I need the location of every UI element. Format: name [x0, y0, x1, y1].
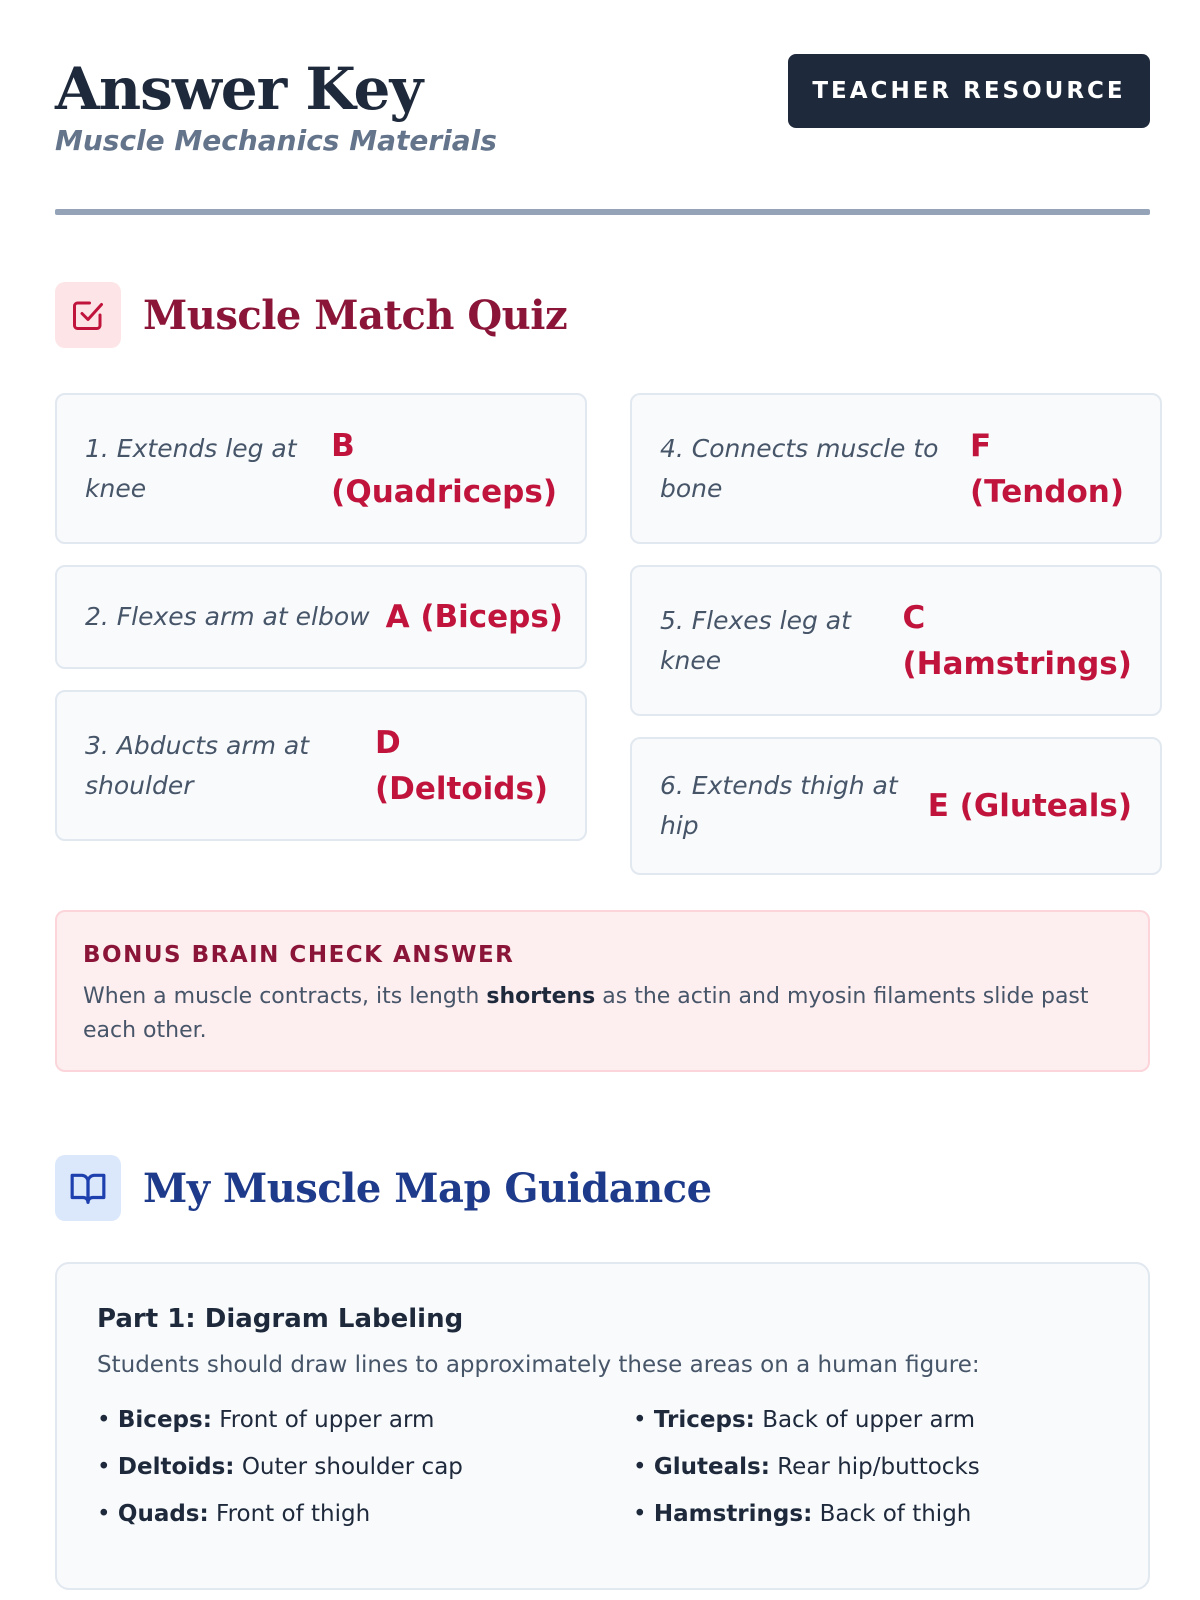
quiz-question: 4. Connects muscle to bone [660, 433, 939, 503]
part-title: Part 1: Diagram Labeling [97, 1304, 464, 1334]
list-item: • Triceps: Back of upper arm [633, 1407, 976, 1433]
teacher-resource-badge: TEACHER RESOURCE [788, 54, 1150, 128]
muscle-location: Front of thigh [216, 1501, 371, 1527]
quiz-item-4 [630, 393, 1162, 544]
muscle-term: Hamstrings: [653, 1501, 813, 1527]
muscle-location: Back of thigh [819, 1501, 972, 1527]
quiz-answer: A (Biceps) [385, 599, 563, 635]
quiz-question: 1. Extends leg at knee [85, 433, 297, 503]
page-header [55, 52, 1150, 212]
muscle-term: Quads: [117, 1501, 209, 1527]
quiz-section-header [55, 282, 567, 348]
quiz-item-3 [55, 690, 587, 841]
header-divider [55, 209, 1150, 215]
quiz-answer: F (Tendon) [970, 427, 1125, 510]
muscle-location: Front of upper arm [219, 1407, 435, 1433]
quiz-answer: D (Deltoids) [375, 724, 549, 807]
muscle-term: Biceps: [117, 1407, 212, 1433]
list-item: • Gluteals: Rear hip/buttocks [633, 1454, 980, 1480]
muscle-location: Outer shoulder cap [241, 1454, 463, 1480]
list-item: • Quads: Front of thigh [97, 1501, 371, 1527]
quiz-answer: B (Quadriceps) [331, 427, 557, 510]
checkbox-icon [55, 282, 121, 348]
muscle-term: Gluteals: [653, 1454, 770, 1480]
map-title: My Muscle Map Guidance [143, 1164, 712, 1212]
guidance-intro: Students should draw lines to approximately these areas on a human figure: [97, 1352, 980, 1378]
list-item: • Hamstrings: Back of thigh [633, 1501, 972, 1527]
muscle-location: Rear hip/buttocks [777, 1454, 980, 1480]
bonus-title: BONUS BRAIN CHECK ANSWER [83, 942, 515, 968]
page-subtitle: Muscle Mechanics Materials [55, 124, 497, 157]
quiz-item-5 [630, 565, 1162, 716]
bonus-text-end: as the actin and myosin filaments slide past each other. [83, 984, 1089, 1043]
bonus-answer-box [55, 910, 1150, 1072]
quiz-question: 6. Extends thigh at hip [660, 771, 898, 840]
quiz-item-1 [55, 393, 587, 544]
quiz-item-2 [55, 565, 587, 669]
bonus-text [83, 980, 1122, 1048]
bonus-text-start: When a muscle contracts, its length [83, 984, 487, 1009]
muscle-location-list [97, 1402, 1108, 1533]
quiz-question: 5. Flexes leg at knee [660, 605, 851, 675]
diagram-guidance-card [55, 1262, 1150, 1590]
quiz-question: 3. Abducts arm at shoulder [85, 730, 310, 800]
book-open-icon [55, 1155, 121, 1221]
list-item: • Deltoids: Outer shoulder cap [97, 1454, 463, 1480]
page-title: Answer Key [55, 55, 423, 123]
muscle-term: Triceps: [653, 1407, 755, 1433]
quiz-item-6 [630, 737, 1162, 875]
list-item: • Biceps: Front of upper arm [97, 1407, 435, 1433]
quiz-question: 2. Flexes arm at elbow [85, 602, 370, 631]
quiz-answer: C (Hamstrings) [902, 599, 1132, 682]
muscle-location: Back of upper arm [762, 1407, 976, 1433]
bonus-text-emphasis: shortens [486, 984, 596, 1009]
quiz-title: Muscle Match Quiz [143, 291, 568, 339]
muscle-term: Deltoids: [117, 1454, 235, 1480]
quiz-answer: E (Gluteals) [927, 788, 1132, 824]
map-section-header [55, 1155, 712, 1221]
